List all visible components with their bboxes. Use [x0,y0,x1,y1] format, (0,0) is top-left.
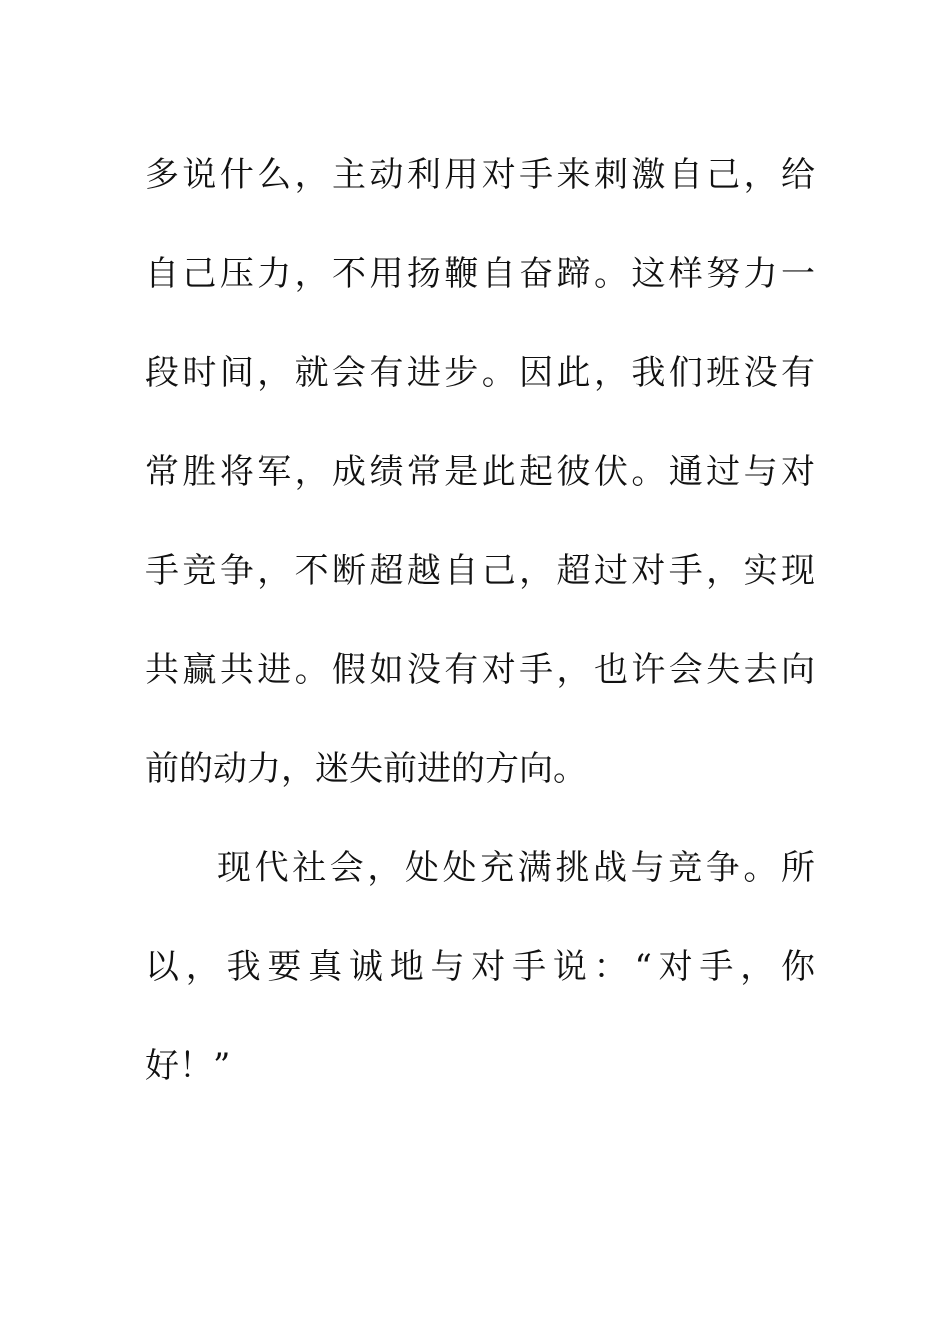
text-line: 段时间，就会有进步。因此，我们班没有 [145,353,815,393]
text-line: 多说什么，主动利用对手来刺激自己，给 [145,155,815,195]
text-line: 共赢共进。假如没有对手，也许会失去向 [145,650,815,690]
text-line: 手竞争，不断超越自己，超过对手，实现 [145,551,815,591]
body-text [145,126,815,1116]
text-line: 前的动力，迷失前进的方向。 [145,749,587,789]
text-line: 自己压力，不用扬鞭自奋蹄。这样努力一 [145,254,815,294]
text-line: 以，我要真诚地与对手说：“对手，你 [145,947,815,987]
text-line: 现代社会，处处充满挑战与竞争。所 [217,848,815,888]
text-line: 常胜将军，成绩常是此起彼伏。通过与对 [145,452,815,492]
text-line: 好！” [145,1046,231,1086]
